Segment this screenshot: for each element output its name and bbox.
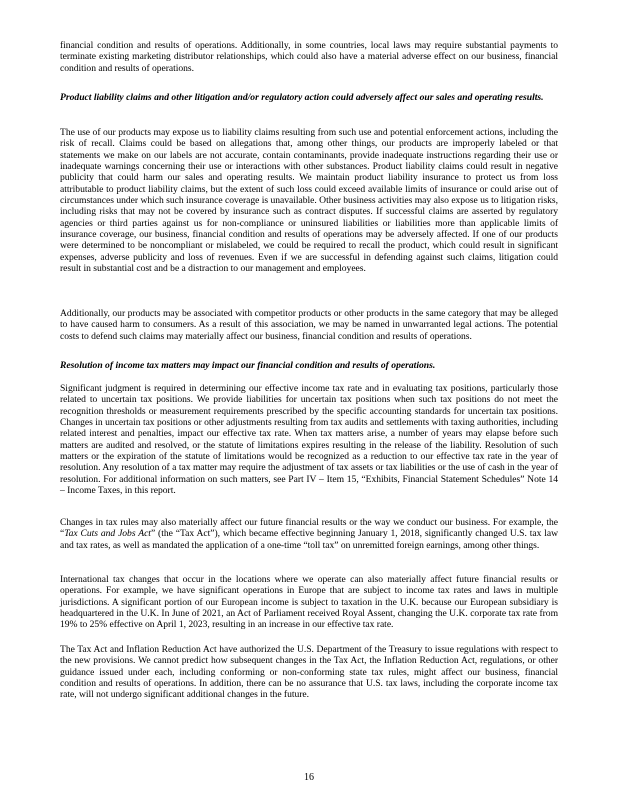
paragraph-tax-rules-changes	[60, 517, 558, 551]
heading-income-tax: Resolution of income tax matters may impact our financial condition and results of operations.	[60, 360, 436, 371]
tax-rules-text-before: Changes in tax rules may also materially affect our future financial results or the way we conduct our business. For example, the “	[60, 517, 558, 540]
page-number: 16	[304, 772, 314, 783]
paragraph-distributor-laws: financial condition and results of operations. Additionally, in some countries, local laws may require substantial payments to terminate existing marketing distributor relationships, which could also have a material adverse effect on our business, financial condition and results of operations.	[60, 40, 558, 74]
paragraph-product-liability: The use of our products may expose us to liability claims resulting from such use and potential enforcement actions, including the risk of recall. Claims could be based on allegations that, among other things, our products are improperly labeled or that statements we make on our labels are not accurate, contain contaminants, provide inadequate instructions regarding their use or inadequate warnings concerning their use or interactions with other substances. Product liability claims could result in negative publicity that could harm our sales and operating results. We maintain product liability insurance to protect us from loss attributable to product liability claims, but the extent of such loss could exceed available limits of insurance or could arise out of circumstances under which such insurance coverage is unavailable. Other business activities may also expose us to litigation risks, including risks that may not be covered by insurance such as contract disputes. If successful claims are asserted by regulatory agencies or third parties against us for non-compliance or uninsured liabilities or liabilities more than applicable limits of insurance coverage, our business, financial condition and results of operations may be adversely affected. If one of our products were determined to be noncompliant or mislabeled, we could be required to recall the product, which could result in significant expenses, adverse publicity and loss of revenues. Even if we are successful in defending against such claims, litigation could result in substantial cost and be a distraction to our management and employees.	[60, 127, 558, 275]
paragraph-international-tax: International tax changes that occur in the locations where we operate can also materially affect future financial results or operations. For example, we have significant operations in Europe that are subject to income tax rates and laws in multiple jurisdictions. A significant portion of our European income is subject to taxation in the U.K. because our European subsidiary is headquartered in the U.K. In June of 2021, an Act of Parliament received Royal Assent, changing the U.K. corporate tax rate from 19% to 25% effective on April 1, 2023, resulting in an increase in our effective tax rate.	[60, 574, 558, 631]
paragraph-inflation-reduction-act: The Tax Act and Inflation Reduction Act have authorized the U.S. Department of the Treasury to issue regulations with respect to the new provisions. We cannot predict how subsequent changes in the Tax Act, the Inflation Reduction Act, regulations, or other guidance issued under each, including conforming or non-conforming state tax rules, might affect our business, financial condition and results of operations. In addition, there can be no assurance that U.S. tax laws, including the corporate income tax rate, will not undergo significant additional changes in the future.	[60, 644, 558, 701]
tax-cuts-jobs-act-title: Tax Cuts and Jobs Act	[64, 528, 151, 540]
document-page	[60, 0, 558, 800]
paragraph-competitor-association: Additionally, our products may be associated with competitor products or other products in the same category that may be alleged to have caused harm to consumers. As a result of this association, we may be named in unwarranted legal actions. The potential costs to defend such claims may materially affect our business, financial condition and results of operations.	[60, 308, 558, 342]
tax-rules-text-after: ” (the “Tax Act”), which became effective beginning January 1, 2018, significantly changed U.S. tax law and tax rates, as well as mandated the application of a one-time “toll tax” on unremitted foreign earnings, among other things.	[60, 528, 558, 551]
paragraph-tax-judgment: Significant judgment is required in determining our effective income tax rate and in evaluating tax positions, particularly those related to uncertain tax positions. We provide liabilities for uncertain tax positions when such tax positions do not meet the recognition thresholds or measurement requirements prescribed by the specific accounting standards for uncertain tax positions. Changes in uncertain tax positions or other adjustments resulting from tax audits and settlements with taxing authorities, including related interest and penalties, impact our effective tax rate. When tax matters arise, a number of years may elapse before such matters are audited and resolved, or the statute of limitations expires resulting in the release of the liability. Resolution of such matters or the expiration of the statute of limitations would be recognized as a reduction to our effective tax rate in the year of resolution. Any resolution of a tax matter may require the adjustment of tax assets or tax liabilities or the use of cash in the year of resolution. For additional information on such matters, see Part IV – Item 15, “Exhibits, Financial Statement Schedules” Note 14 – Income Taxes, in this report.	[60, 383, 558, 497]
heading-product-liability: Product liability claims and other litigation and/or regulatory action could adversely affect our sales and operating results.	[60, 92, 544, 103]
